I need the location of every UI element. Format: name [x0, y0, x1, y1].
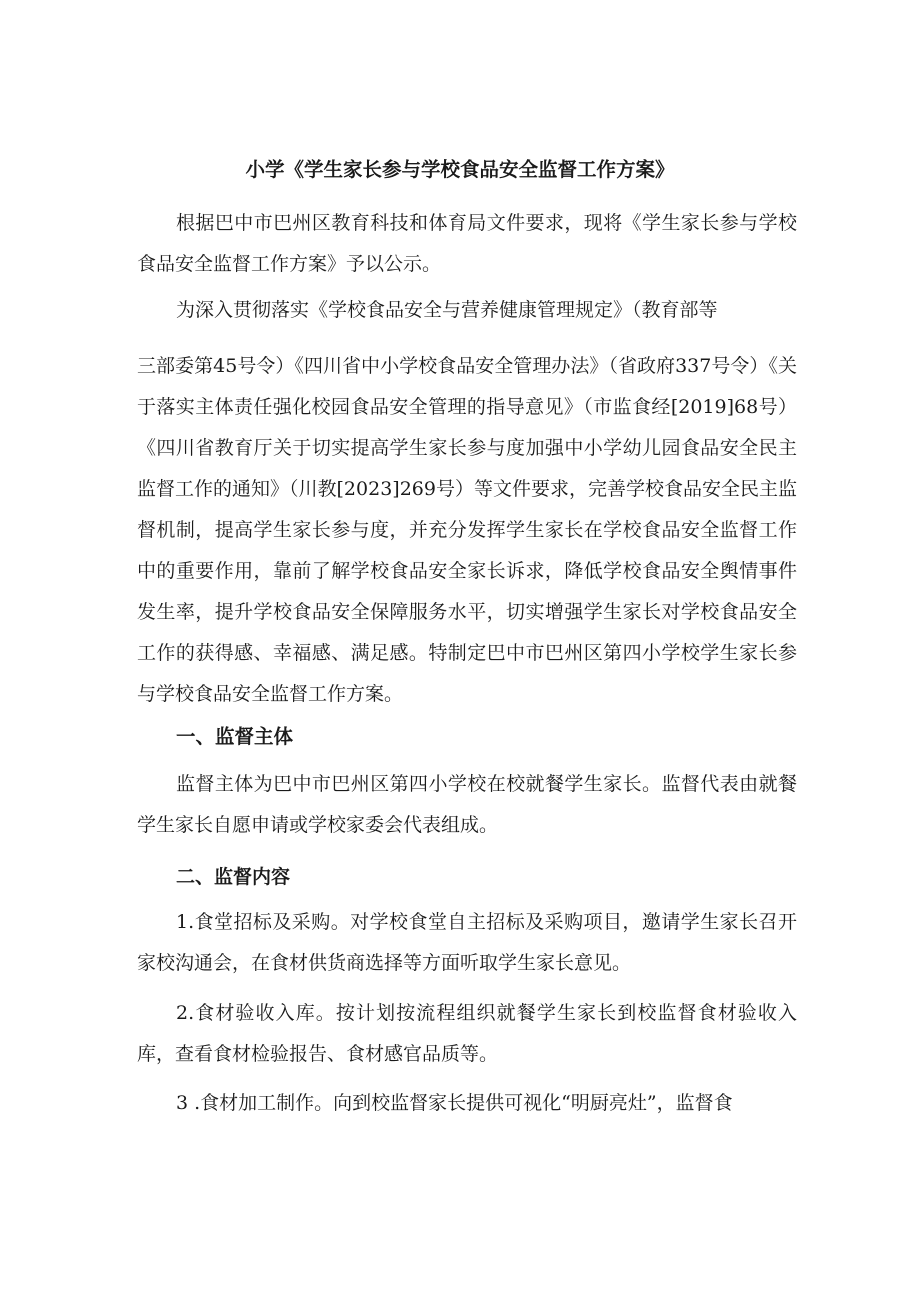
background-paragraph-line1: 为深入贯彻落实《学校食品安全与营养健康管理规定》（教育部等 — [176, 299, 718, 321]
section2-heading: 二、监督内容 — [176, 866, 291, 888]
document-title: 小学《学生家长参与学校食品安全监督工作方案》 — [245, 158, 675, 181]
section2-item1: 1.食堂招标及采购。对学校食堂自主招标及采购项目，邀请学生家长召开家校沟通会，在食材供货商选择等方面听取学生家长意见。 — [137, 911, 797, 974]
background-paragraph-body: 三部委第45号令）《四川省中小学校食品安全管理办法》（省政府337号令）《关于落实主体责任强化校园食品安全管理的指导意见》（市监食经[2019]68号）《四川省教育厅关于切实提高学生家长参与度加强中小学幼儿园食品安全民主监督工作的通知》（川教[2023]269号）等文件要求，完善学校食品安全民主监督机制，提高学生家长参与度，并充分发挥学生家长在学校食品安全监督工作中的重要作用，靠前了解学校食品安全家长诉求，降低学校食品安全舆情事件发生率，提升学校食品安全保障服务水平，切实增强学生家长对学校食品安全工作的获得感、幸福感、满足感。特制定巴中市巴州区第四小学校学生家长参与学校食品安全监督工作方案。 — [137, 355, 797, 705]
intro-paragraph: 根据巴中市巴州区教育科技和体育局文件要求，现将《学生家长参与学校食品安全监督工作方案》予以公示。 — [137, 212, 797, 275]
section2-item2: 2.食材验收入库。按计划按流程组织就餐学生家长到校监督食材验收入库，查看食材检验报告、食材感官品质等。 — [137, 1002, 797, 1065]
section2-item3: 3 .食材加工制作。向到校监督家长提供可视化“明厨亮灶”，监督食 — [176, 1092, 733, 1114]
section1-paragraph: 监督主体为巴中市巴州区第四小学校在校就餐学生家长。监督代表由就餐学生家长自愿申请或学校家委会代表组成。 — [137, 773, 797, 836]
section1-heading: 一、监督主体 — [176, 725, 294, 748]
